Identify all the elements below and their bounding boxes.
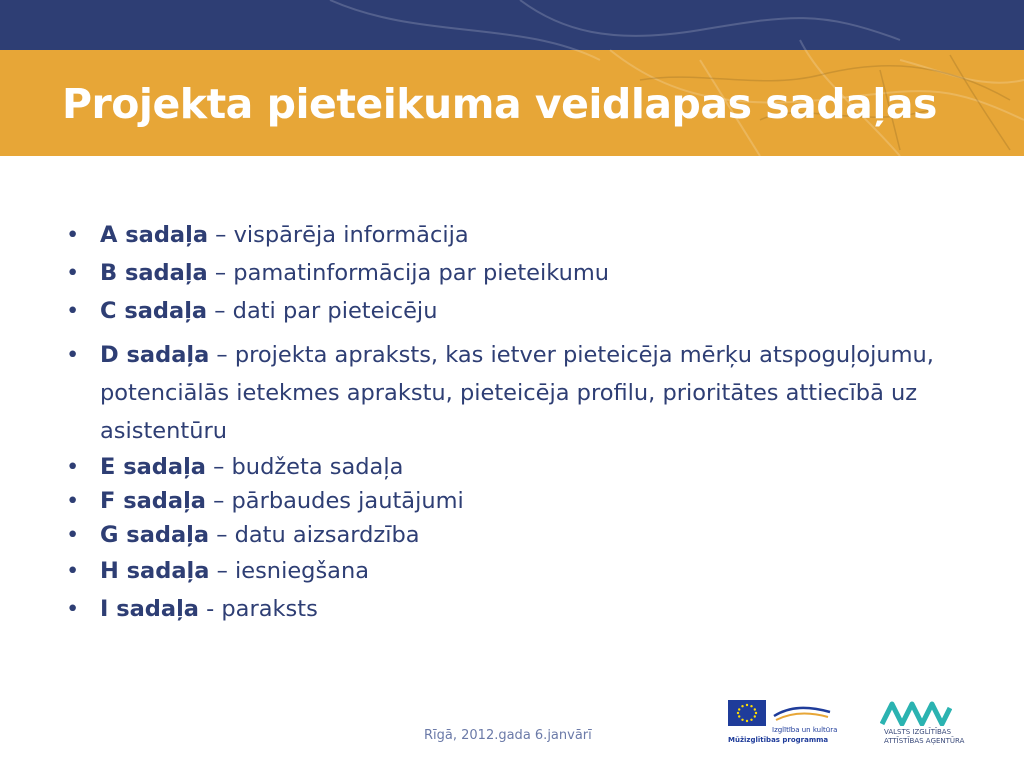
list-item-a	[60, 216, 940, 254]
section-text: – pamatinformācija par pieteikumu	[207, 260, 610, 286]
header-top-band	[0, 0, 1024, 50]
list-item-i	[60, 590, 940, 628]
eu-flag-icon	[728, 700, 766, 726]
bullet-icon: •	[66, 454, 80, 480]
section-text: – vispārēja informācija	[208, 222, 469, 248]
viaa-mark-icon	[880, 700, 952, 726]
section-label: G sadaļa	[100, 522, 210, 548]
bullet-icon: •	[66, 522, 80, 548]
viaa-logo	[880, 700, 965, 746]
section-label: H sadaļa	[100, 558, 210, 584]
swoosh-icon	[772, 702, 832, 726]
logo-left-name: Mūžizglītības programma	[728, 736, 829, 744]
section-text: – projekta apraksts, kas ietver pieteicēja mērķu atspoguļojumu, potenciālās ietekmes aprakstu, pieteicēja profilu, prioritātes attiecībā uz asistentūru	[100, 342, 934, 444]
section-text: - paraksts	[198, 596, 318, 622]
bullet-icon: •	[66, 596, 80, 622]
list-item-e	[60, 450, 940, 484]
bullet-icon: •	[66, 558, 80, 584]
section-text: – datu aizsardzība	[209, 522, 420, 548]
logo-right-line2: ATTĪSTĪBAS AĢENTŪRA	[884, 737, 965, 745]
list-item-d	[60, 336, 940, 450]
section-text: – budžeta sadaļa	[205, 454, 404, 480]
section-label: A sadaļa	[100, 222, 209, 248]
section-text: – dati par pieteicēju	[207, 298, 438, 324]
page-title: Projekta pieteikuma veidlapas sadaļas	[62, 80, 937, 128]
list-item-g	[60, 518, 940, 552]
section-label: E sadaļa	[100, 454, 206, 480]
section-label: C sadaļa	[100, 298, 208, 324]
bullet-icon: •	[66, 222, 80, 248]
bullet-icon: •	[66, 488, 80, 514]
lifelong-learning-logo	[728, 700, 838, 746]
section-list	[60, 216, 940, 628]
bullet-icon: •	[66, 298, 80, 324]
bullet-icon: •	[66, 342, 80, 368]
logo-left-caption: Izglītība un kultūra	[772, 726, 838, 734]
list-item-h	[60, 552, 940, 590]
section-label: B sadaļa	[100, 260, 208, 286]
list-item-b	[60, 254, 940, 292]
list-item-f	[60, 484, 940, 518]
logo-right-line1: VALSTS IZGLĪTĪBAS	[884, 728, 952, 736]
bullet-icon: •	[66, 260, 80, 286]
section-label: F sadaļa	[100, 488, 206, 514]
footer-date: Rīgā, 2012.gada 6.janvārī	[424, 728, 592, 743]
section-text: – iesniegšana	[209, 558, 370, 584]
section-text: – pārbaudes jautājumi	[205, 488, 464, 514]
section-label: I sadaļa	[100, 596, 199, 622]
section-label: D sadaļa	[100, 342, 210, 368]
list-item-c	[60, 292, 940, 330]
